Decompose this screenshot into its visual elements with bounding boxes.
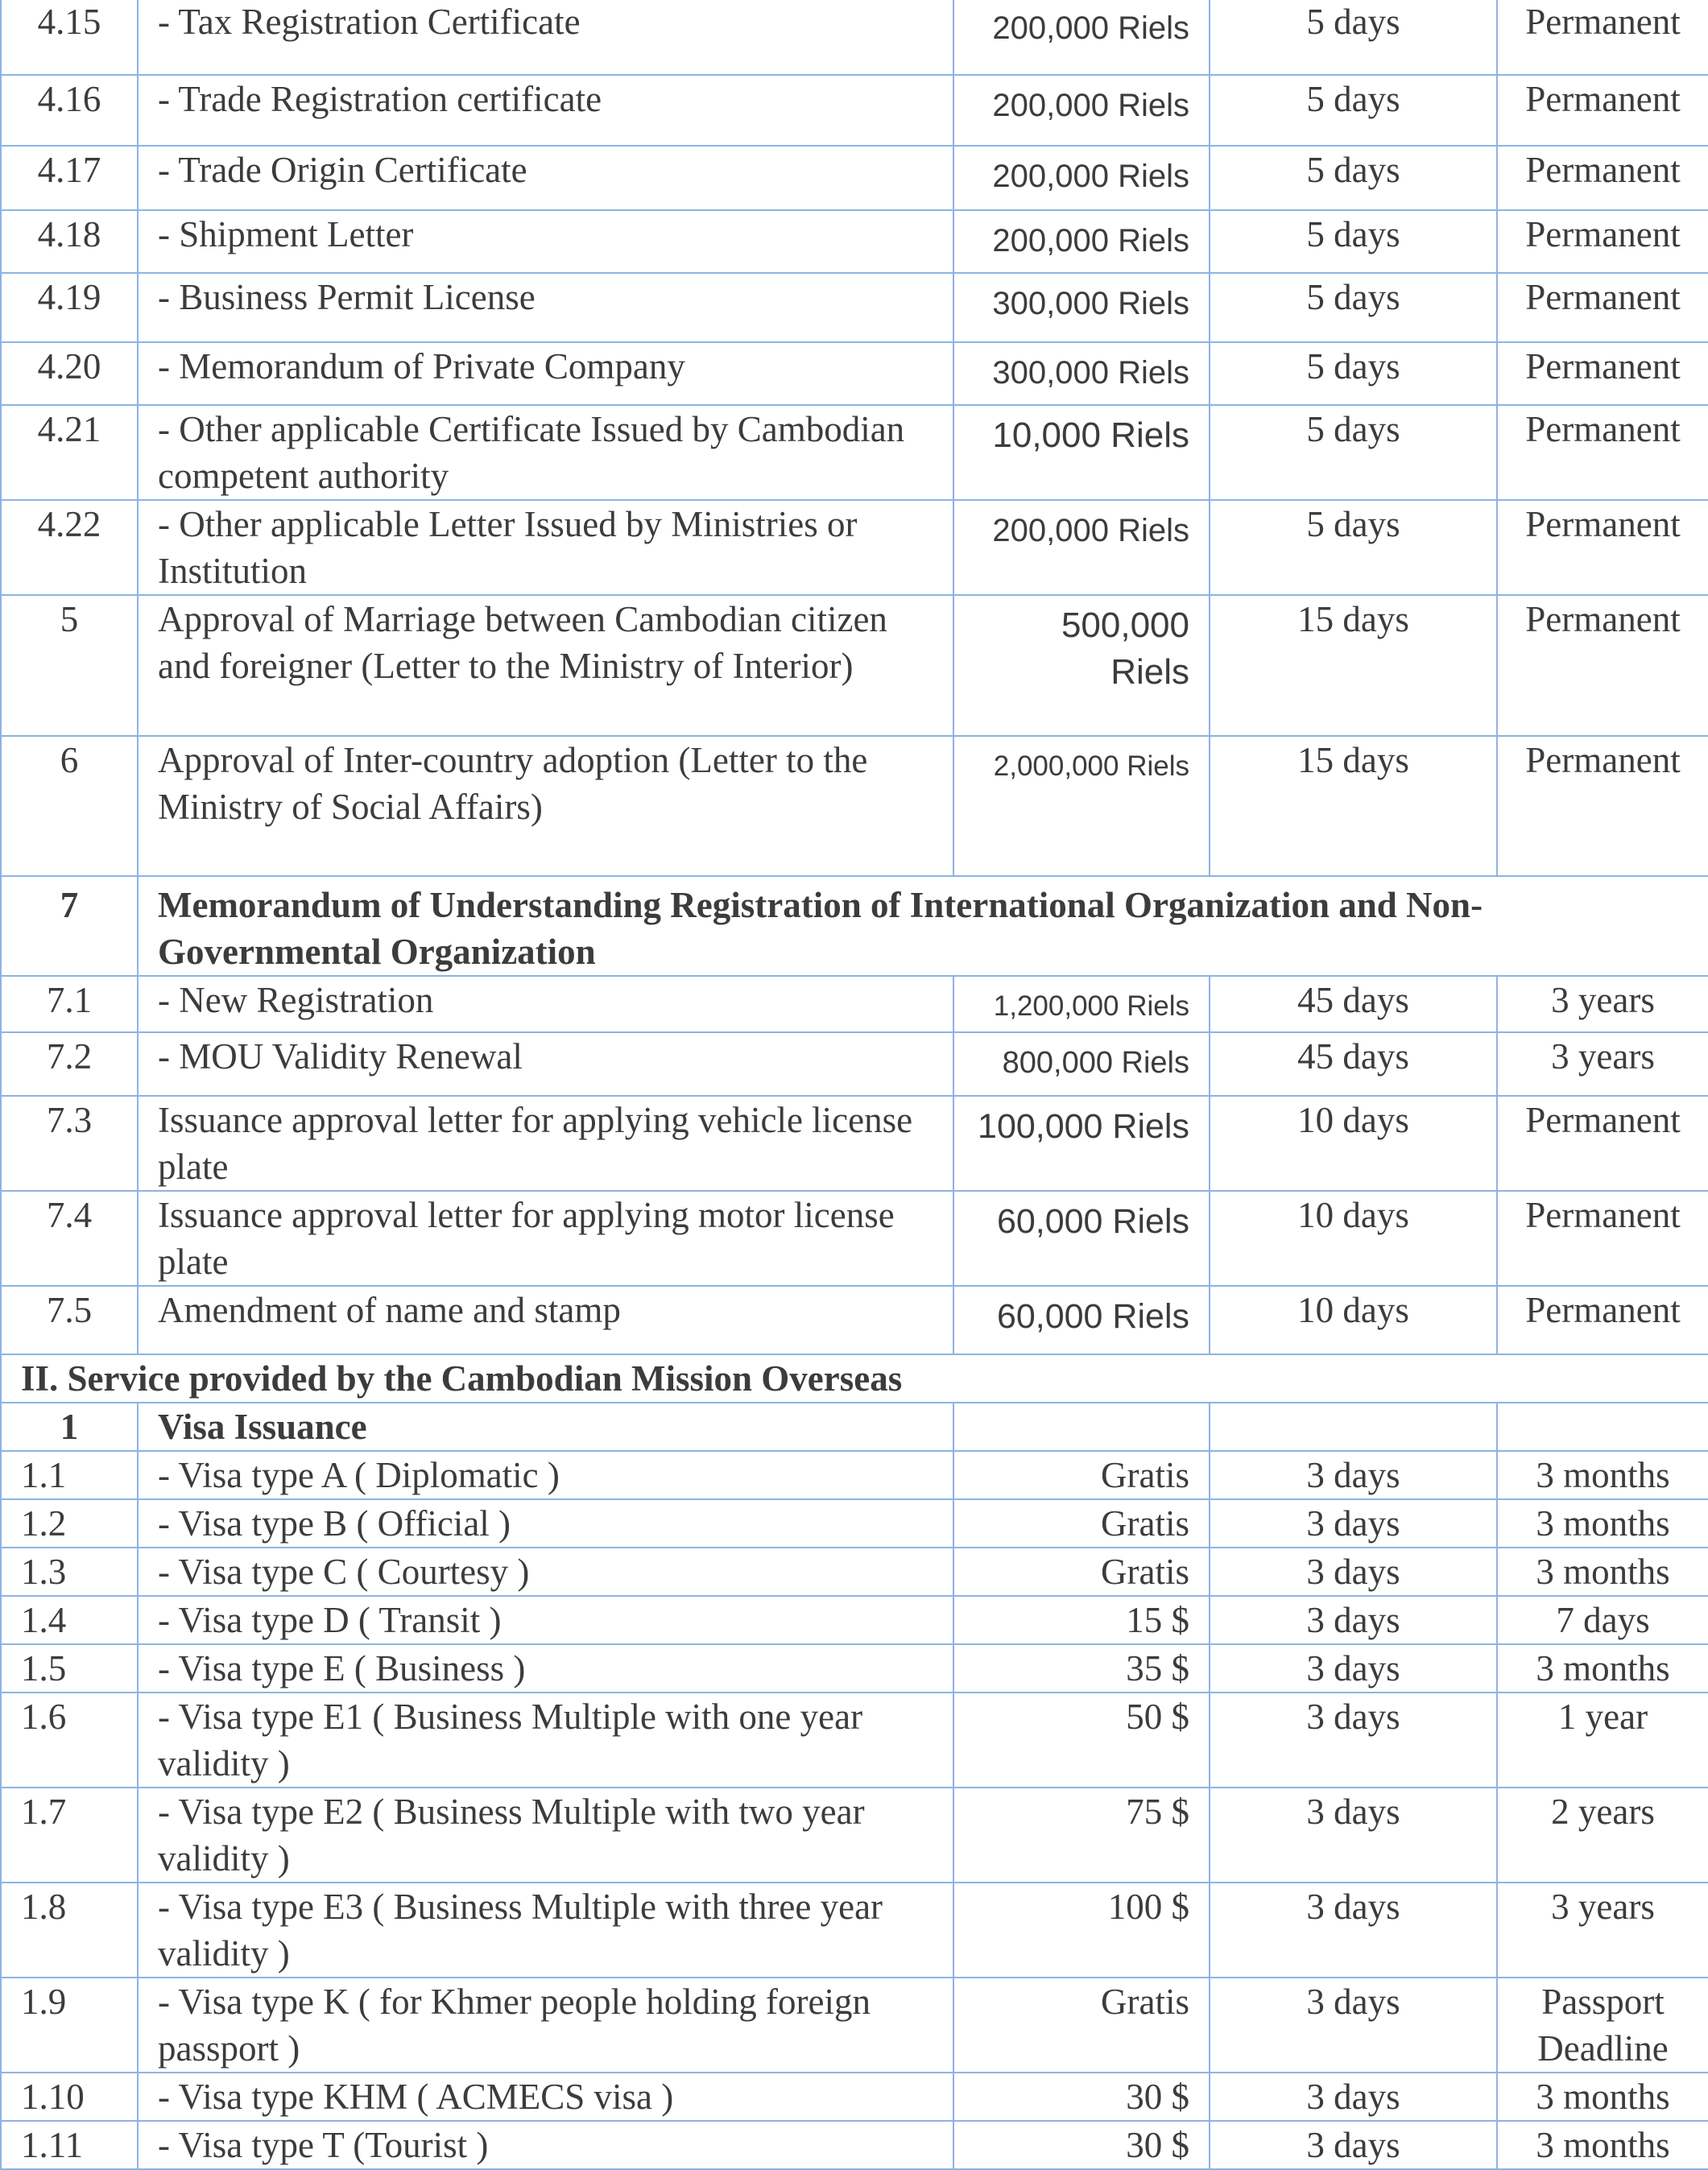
fee-cell: 50 $ (953, 1693, 1210, 1788)
table-row (1, 1788, 1708, 1883)
row-number: 1.9 (1, 1978, 138, 2073)
processing-time: 3 days (1210, 1788, 1497, 1883)
row-number: 5 (1, 595, 138, 736)
service-name: - Visa type D ( Transit ) (138, 1596, 953, 1644)
validity: 3 months (1497, 1548, 1708, 1596)
fee-cell: 200,000 Riels (953, 210, 1210, 273)
fee-cell: 30 $ (953, 2121, 1210, 2169)
service-name: - Visa type A ( Diplomatic ) (138, 1451, 953, 1499)
table-row (1, 976, 1708, 1032)
table-row (1, 1596, 1708, 1644)
validity: 2 years (1497, 1788, 1708, 1883)
validity: Permanent (1497, 405, 1708, 500)
processing-time: 5 days (1210, 210, 1497, 273)
validity: 3 years (1497, 1883, 1708, 1978)
fee-cell: 200,000 Riels (953, 0, 1210, 75)
table-row (1, 1403, 1708, 1451)
service-name: - MOU Validity Renewal (138, 1032, 953, 1096)
service-name: - Visa type K ( for Khmer people holding foreign passport ) (138, 1978, 953, 2073)
fee-cell: 10,000 Riels (953, 405, 1210, 500)
validity: Permanent (1497, 736, 1708, 876)
fee-cell: 200,000 Riels (953, 146, 1210, 210)
table-row (1, 876, 1708, 976)
validity: Permanent (1497, 210, 1708, 273)
processing-time: 45 days (1210, 976, 1497, 1032)
validity: Permanent (1497, 342, 1708, 405)
fee-cell: 60,000 Riels (953, 1191, 1210, 1286)
fee-cell: 15 $ (953, 1596, 1210, 1644)
fee-cell: Gratis (953, 1978, 1210, 2073)
processing-time: 10 days (1210, 1191, 1497, 1286)
processing-time: 45 days (1210, 1032, 1497, 1096)
service-name: Amendment of name and stamp (138, 1286, 953, 1354)
processing-time: 3 days (1210, 1644, 1497, 1693)
service-name: - Memorandum of Private Company (138, 342, 953, 405)
service-name: - Business Permit License (138, 273, 953, 342)
row-number: 4.19 (1, 273, 138, 342)
validity: 3 months (1497, 2121, 1708, 2169)
validity: 3 months (1497, 1451, 1708, 1499)
table-row (1, 2073, 1708, 2121)
fee-cell: 35 $ (953, 1644, 1210, 1693)
table-row (1, 1644, 1708, 1693)
row-number: 7.3 (1, 1096, 138, 1191)
processing-time: 5 days (1210, 273, 1497, 342)
fee-cell: 200,000 Riels (953, 500, 1210, 595)
row-number: 1 (1, 1403, 138, 1451)
service-name: - Visa type E2 ( Business Multiple with two year validity ) (138, 1788, 953, 1883)
table-row (1, 1286, 1708, 1354)
validity: Passport Deadline (1497, 1978, 1708, 2073)
validity: Permanent (1497, 0, 1708, 75)
fee-cell: 200,000 Riels (953, 75, 1210, 146)
service-name: - Visa type T (Tourist ) (138, 2121, 953, 2169)
empty-cell (953, 1403, 1210, 1451)
subsection-heading: Visa Issuance (138, 1403, 953, 1451)
service-name: Issuance approval letter for applying vehicle license plate (138, 1096, 953, 1191)
row-number: 4.21 (1, 405, 138, 500)
row-number: 7.2 (1, 1032, 138, 1096)
table-row (1, 146, 1708, 210)
processing-time: 5 days (1210, 500, 1497, 595)
validity: Permanent (1497, 146, 1708, 210)
table-row (1, 1451, 1708, 1499)
processing-time: 5 days (1210, 342, 1497, 405)
fee-cell: 1,200,000 Riels (953, 976, 1210, 1032)
row-number: 7.1 (1, 976, 138, 1032)
table-row (1, 595, 1708, 736)
table-row (1, 75, 1708, 146)
table-row (1, 405, 1708, 500)
table-row (1, 1548, 1708, 1596)
fee-cell: Gratis (953, 1548, 1210, 1596)
processing-time: 3 days (1210, 1596, 1497, 1644)
fee-cell: 100,000 Riels (953, 1096, 1210, 1191)
validity: 7 days (1497, 1596, 1708, 1644)
processing-time: 10 days (1210, 1096, 1497, 1191)
table-row (1, 1096, 1708, 1191)
service-name: Approval of Marriage between Cambodian citizen and foreigner (Letter to the Ministry of Interior) (138, 595, 953, 736)
validity: 3 months (1497, 2073, 1708, 2121)
service-name: Issuance approval letter for applying motor license plate (138, 1191, 953, 1286)
table-row (1, 500, 1708, 595)
row-number: 4.22 (1, 500, 138, 595)
validity: 3 months (1497, 1644, 1708, 1693)
row-number: 1.2 (1, 1499, 138, 1548)
validity: 3 years (1497, 1032, 1708, 1096)
service-name: - Visa type C ( Courtesy ) (138, 1548, 953, 1596)
row-number: 1.1 (1, 1451, 138, 1499)
processing-time: 5 days (1210, 405, 1497, 500)
row-number: 1.8 (1, 1883, 138, 1978)
validity: Permanent (1497, 75, 1708, 146)
row-number: 1.5 (1, 1644, 138, 1693)
table-row (1, 342, 1708, 405)
empty-cell (1210, 1403, 1497, 1451)
row-number: 6 (1, 736, 138, 876)
table-row (1, 1883, 1708, 1978)
table-row (1, 736, 1708, 876)
table-row (1, 1693, 1708, 1788)
fee-cell: 300,000 Riels (953, 273, 1210, 342)
processing-time: 10 days (1210, 1286, 1497, 1354)
processing-time: 3 days (1210, 2121, 1497, 2169)
processing-time: 3 days (1210, 2073, 1497, 2121)
processing-time: 3 days (1210, 1883, 1497, 1978)
table-row (1, 2121, 1708, 2169)
row-number: 1.11 (1, 2121, 138, 2169)
fee-cell: 800,000 Riels (953, 1032, 1210, 1096)
validity: Permanent (1497, 1191, 1708, 1286)
service-name: - Other applicable Certificate Issued by Cambodian competent authority (138, 405, 953, 500)
processing-time: 3 days (1210, 1978, 1497, 2073)
processing-time: 5 days (1210, 0, 1497, 75)
row-number: 4.15 (1, 0, 138, 75)
processing-time: 15 days (1210, 595, 1497, 736)
section-row (1, 1354, 1708, 1403)
processing-time: 5 days (1210, 75, 1497, 146)
table-row (1, 273, 1708, 342)
fee-cell: Gratis (953, 1451, 1210, 1499)
row-number: 4.18 (1, 210, 138, 273)
row-number: 1.4 (1, 1596, 138, 1644)
row-number: 4.20 (1, 342, 138, 405)
validity: Permanent (1497, 1286, 1708, 1354)
row-number: 4.17 (1, 146, 138, 210)
service-name: - Visa type E3 ( Business Multiple with three year validity ) (138, 1883, 953, 1978)
processing-time: 3 days (1210, 1451, 1497, 1499)
service-name: - Visa type B ( Official ) (138, 1499, 953, 1548)
fee-cell: 300,000 Riels (953, 342, 1210, 405)
service-name: - Visa type E1 ( Business Multiple with one year validity ) (138, 1693, 953, 1788)
processing-time: 3 days (1210, 1693, 1497, 1788)
row-number: 7 (1, 876, 138, 976)
service-name: - Visa type KHM ( ACMECS visa ) (138, 2073, 953, 2121)
row-number: 1.6 (1, 1693, 138, 1788)
processing-time: 5 days (1210, 146, 1497, 210)
service-name: Approval of Inter-country adoption (Letter to the Ministry of Social Affairs) (138, 736, 953, 876)
service-name: - Visa type E ( Business ) (138, 1644, 953, 1693)
validity: Permanent (1497, 273, 1708, 342)
section-heading: II. Service provided by the Cambodian Mission Overseas (1, 1354, 1708, 1403)
validity: 3 years (1497, 976, 1708, 1032)
processing-time: 3 days (1210, 1499, 1497, 1548)
row-number: 1.7 (1, 1788, 138, 1883)
service-name: - Trade Origin Certificate (138, 146, 953, 210)
table-row (1, 1191, 1708, 1286)
validity: 1 year (1497, 1693, 1708, 1788)
fee-cell: 60,000 Riels (953, 1286, 1210, 1354)
service-name: - Trade Registration certificate (138, 75, 953, 146)
service-name: - Other applicable Letter Issued by Ministries or Institution (138, 500, 953, 595)
fee-cell: Gratis (953, 1499, 1210, 1548)
row-number: 4.16 (1, 75, 138, 146)
validity: Permanent (1497, 500, 1708, 595)
fee-cell: 500,000 Riels (953, 595, 1210, 736)
row-number: 7.5 (1, 1286, 138, 1354)
row-number: 1.3 (1, 1548, 138, 1596)
table-row (1, 1499, 1708, 1548)
row-number: 7.4 (1, 1191, 138, 1286)
processing-time: 3 days (1210, 1548, 1497, 1596)
fee-cell: 30 $ (953, 2073, 1210, 2121)
service-name: - Tax Registration Certificate (138, 0, 953, 75)
table-row (1, 1032, 1708, 1096)
validity: Permanent (1497, 1096, 1708, 1191)
table-row (1, 1978, 1708, 2073)
service-name: - Shipment Letter (138, 210, 953, 273)
section-heading: Memorandum of Understanding Registration of International Organization and Non-Governmental Organization (138, 876, 1708, 976)
fee-cell: 2,000,000 Riels (953, 736, 1210, 876)
service-name: - New Registration (138, 976, 953, 1032)
processing-time: 15 days (1210, 736, 1497, 876)
fee-cell: 100 $ (953, 1883, 1210, 1978)
row-number: 1.10 (1, 2073, 138, 2121)
empty-cell (1497, 1403, 1708, 1451)
validity: Permanent (1497, 595, 1708, 736)
fee-cell: 75 $ (953, 1788, 1210, 1883)
table-row (1, 210, 1708, 273)
table-row (1, 0, 1708, 75)
validity: 3 months (1497, 1499, 1708, 1548)
